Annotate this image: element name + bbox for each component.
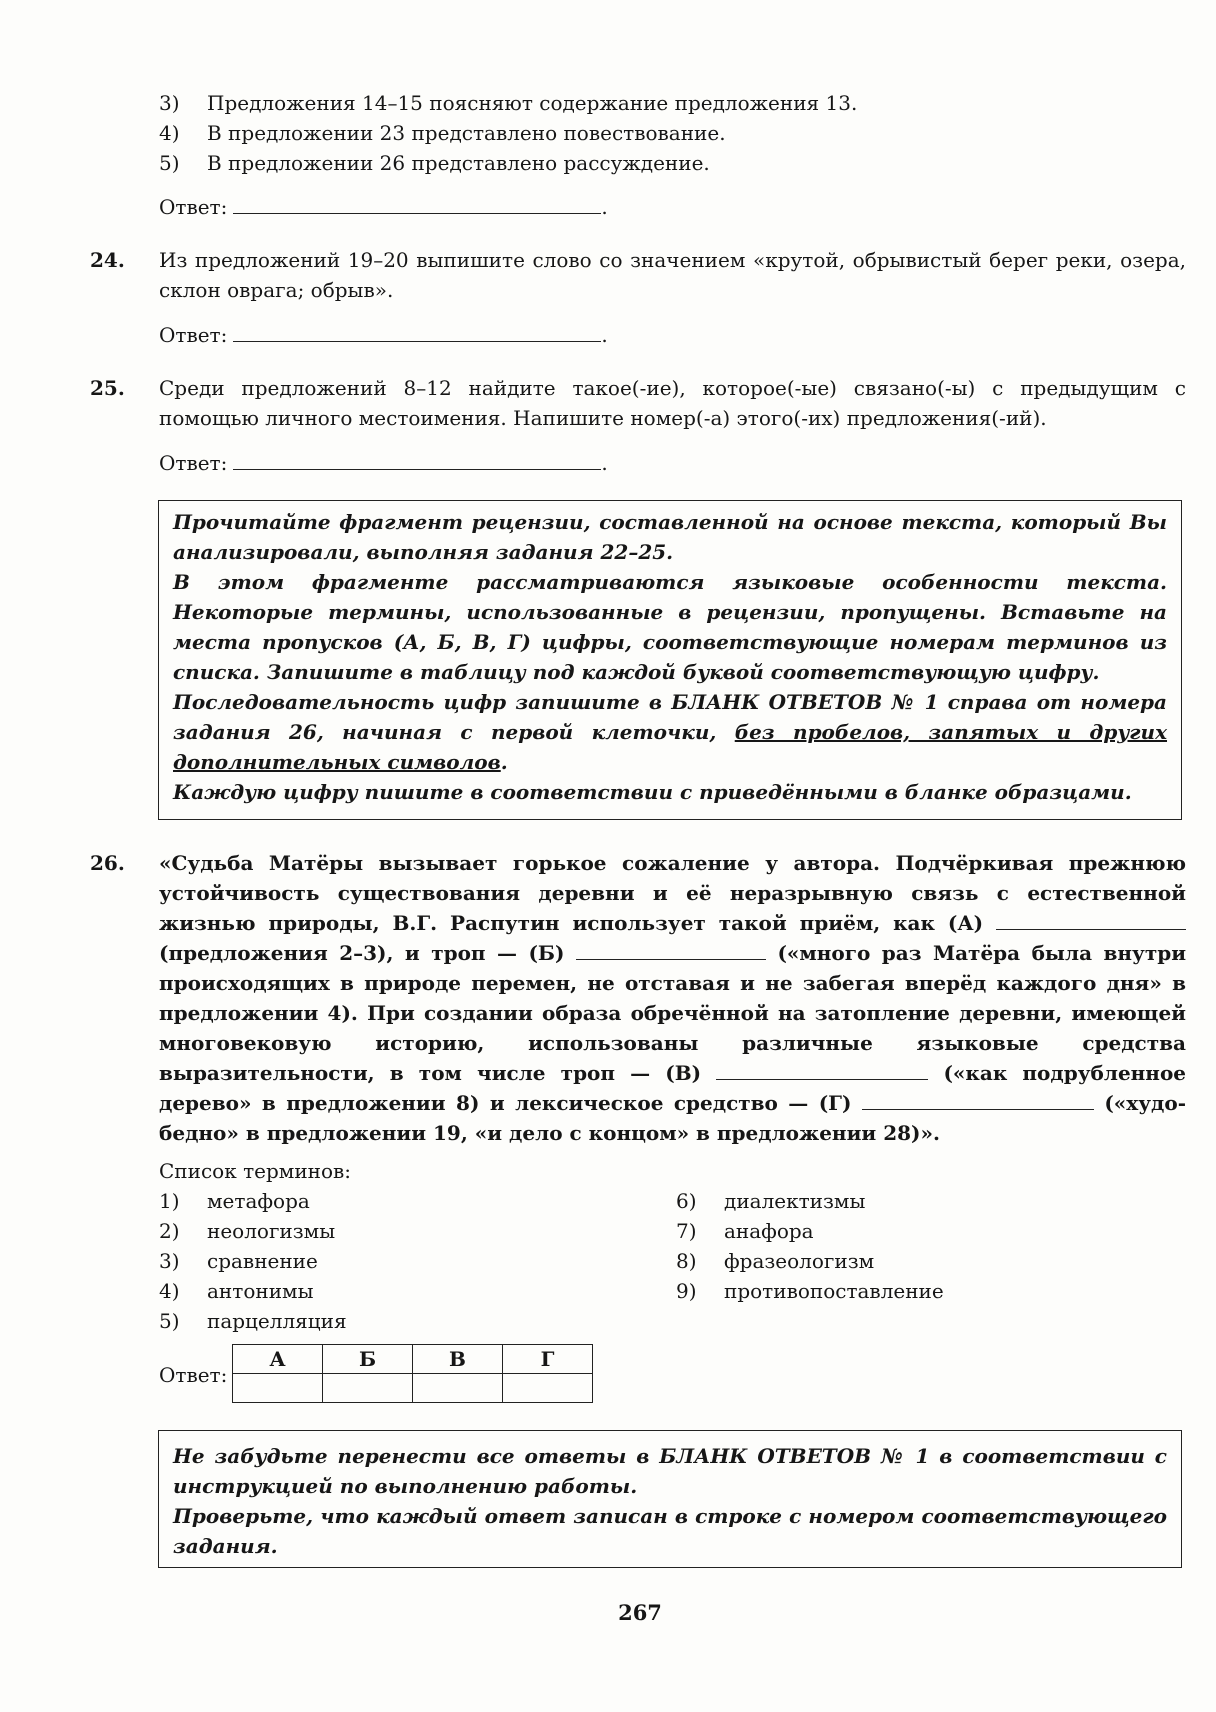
- list-item-number: 4): [159, 121, 180, 145]
- gap-a-blank[interactable]: [996, 909, 1186, 930]
- gap-d-blank[interactable]: [862, 1089, 1094, 1110]
- answer-blank[interactable]: [233, 319, 601, 342]
- answer-table-header: А: [233, 1345, 323, 1374]
- term-item: 7) анафора: [676, 1219, 814, 1243]
- list-item: [159, 148, 710, 178]
- task-text: Среди предложений 8–12 найдите такое(-ие), которое(-ые) связано(-ы) с предыдущим с помощью личного местоимения. Напишите номер(-а) этого(-их) предложения(-ий).: [159, 376, 1186, 430]
- answer-blank[interactable]: [233, 447, 601, 470]
- instruction-paragraph: Последовательность цифр запишите в БЛАНК ОТВЕТОВ № 1 справа от номера задания 26, начиная с первой клеточки, без пробелов, запятых и других дополнительных символов.: [173, 690, 1168, 774]
- gap-b-blank[interactable]: [576, 939, 766, 960]
- task-number: 24.: [90, 248, 125, 272]
- task-text: Из предложений 19–20 выпишите слово со значением «крутой, обрывистый берег реки, озера, склон оврага; обрыв».: [159, 248, 1186, 302]
- answer-label: Ответ:: [159, 195, 228, 219]
- list-item: [159, 88, 857, 118]
- list-item-text: В предложении 23 представлено повествование.: [207, 121, 726, 145]
- answer-label: Ответ:: [159, 451, 228, 475]
- answer-cell-b[interactable]: [323, 1374, 413, 1403]
- instruction-box: [158, 500, 1182, 820]
- answer-cell-a[interactable]: [233, 1374, 323, 1403]
- task-number: 25.: [90, 376, 125, 400]
- answer-line: Ответ: .: [159, 319, 608, 350]
- gap-c-blank[interactable]: [716, 1059, 928, 1080]
- answer-cell-d[interactable]: [503, 1374, 593, 1403]
- instruction-paragraph: В этом фрагменте рассматриваются языковые особенности текста. Некоторые термины, использованные в рецензии, пропущены. Вставьте на места пропусков (А, Б, В, Г) цифры, соответствующие номерам терминов из списка. Запишите в таблицу под каждой буквой соответствующую цифру.: [173, 570, 1167, 684]
- reminder-paragraph: Не забудьте перенести все ответы в БЛАНК ОТВЕТОВ № 1 в соответствии с инструкцией по выполнению работы.: [173, 1444, 1167, 1498]
- answer-label: Ответ:: [159, 1363, 228, 1387]
- answer-cell-c[interactable]: [413, 1374, 503, 1403]
- term-item: 2) неологизмы: [159, 1219, 336, 1243]
- term-item: 8) фразеологизм: [676, 1249, 875, 1273]
- answer-table-header: Б: [323, 1345, 413, 1374]
- term-item: 3) сравнение: [159, 1249, 318, 1273]
- answer-table-header: В: [413, 1345, 503, 1374]
- list-item-number: 5): [159, 151, 180, 175]
- list-item: [159, 118, 726, 148]
- terms-list-right: [676, 1186, 944, 1306]
- terms-list-left: [159, 1186, 347, 1336]
- instruction-paragraph: Прочитайте фрагмент рецензии, составленной на основе текста, который Вы анализировали, выполняя задания 22–25.: [173, 510, 1167, 564]
- list-item-number: 3): [159, 91, 180, 115]
- review-fragment: «Судьба Матёры вызывает горькое сожаление у автора. Подчёркивая прежнюю устойчивость существования деревни и её неразрывную связь с естественной жизнью природы, В.Г. Распутин использует такой приём, как (А) (предложения 2–3), и троп — (Б) («много раз Матёра была внутри происходящих в природе перемен, не отставая и не забегая вперёд каждого дня» в предложении 4). При создании образа обречённой на затопление деревни, имеющей многовековую историю, использованы различные языковые средства выразительности, в том числе троп — (В) («как подрубленное дерево» в предложении 8) и лексическое средство — (Г) («худо-бедно» в предложении 19, «и дело с концом» в предложении 28)».: [159, 851, 1187, 1145]
- answer-label: Ответ:: [159, 323, 228, 347]
- answer-line: Ответ: .: [159, 447, 608, 478]
- answer-table: [232, 1344, 593, 1403]
- answer-blank[interactable]: [233, 191, 601, 214]
- term-item: 5) парцелляция: [159, 1309, 347, 1333]
- list-item-text: В предложении 26 представлено рассуждение.: [207, 151, 710, 175]
- list-item-text: Предложения 14–15 поясняют содержание предложения 13.: [207, 91, 858, 115]
- answer-line: Ответ: .: [159, 191, 608, 222]
- answer-table-header: Г: [503, 1345, 593, 1374]
- reminder-box: [158, 1430, 1182, 1568]
- underlined-instruction: без пробелов, запятых и других дополнительных символов: [173, 720, 1168, 774]
- term-item: 4) антонимы: [159, 1279, 314, 1303]
- terms-title: Список терминов:: [159, 1159, 352, 1183]
- term-item: 6) диалектизмы: [676, 1189, 866, 1213]
- term-item: 1) метафора: [159, 1189, 310, 1213]
- page-number: 267: [618, 1600, 662, 1625]
- task-number: 26.: [90, 851, 125, 875]
- term-item: 9) противопоставление: [676, 1279, 944, 1303]
- reminder-paragraph: Проверьте, что каждый ответ записан в строке с номером соответствующего задания.: [173, 1504, 1167, 1558]
- instruction-paragraph: Каждую цифру пишите в соответствии с приведёнными в бланке образцами.: [173, 780, 1132, 804]
